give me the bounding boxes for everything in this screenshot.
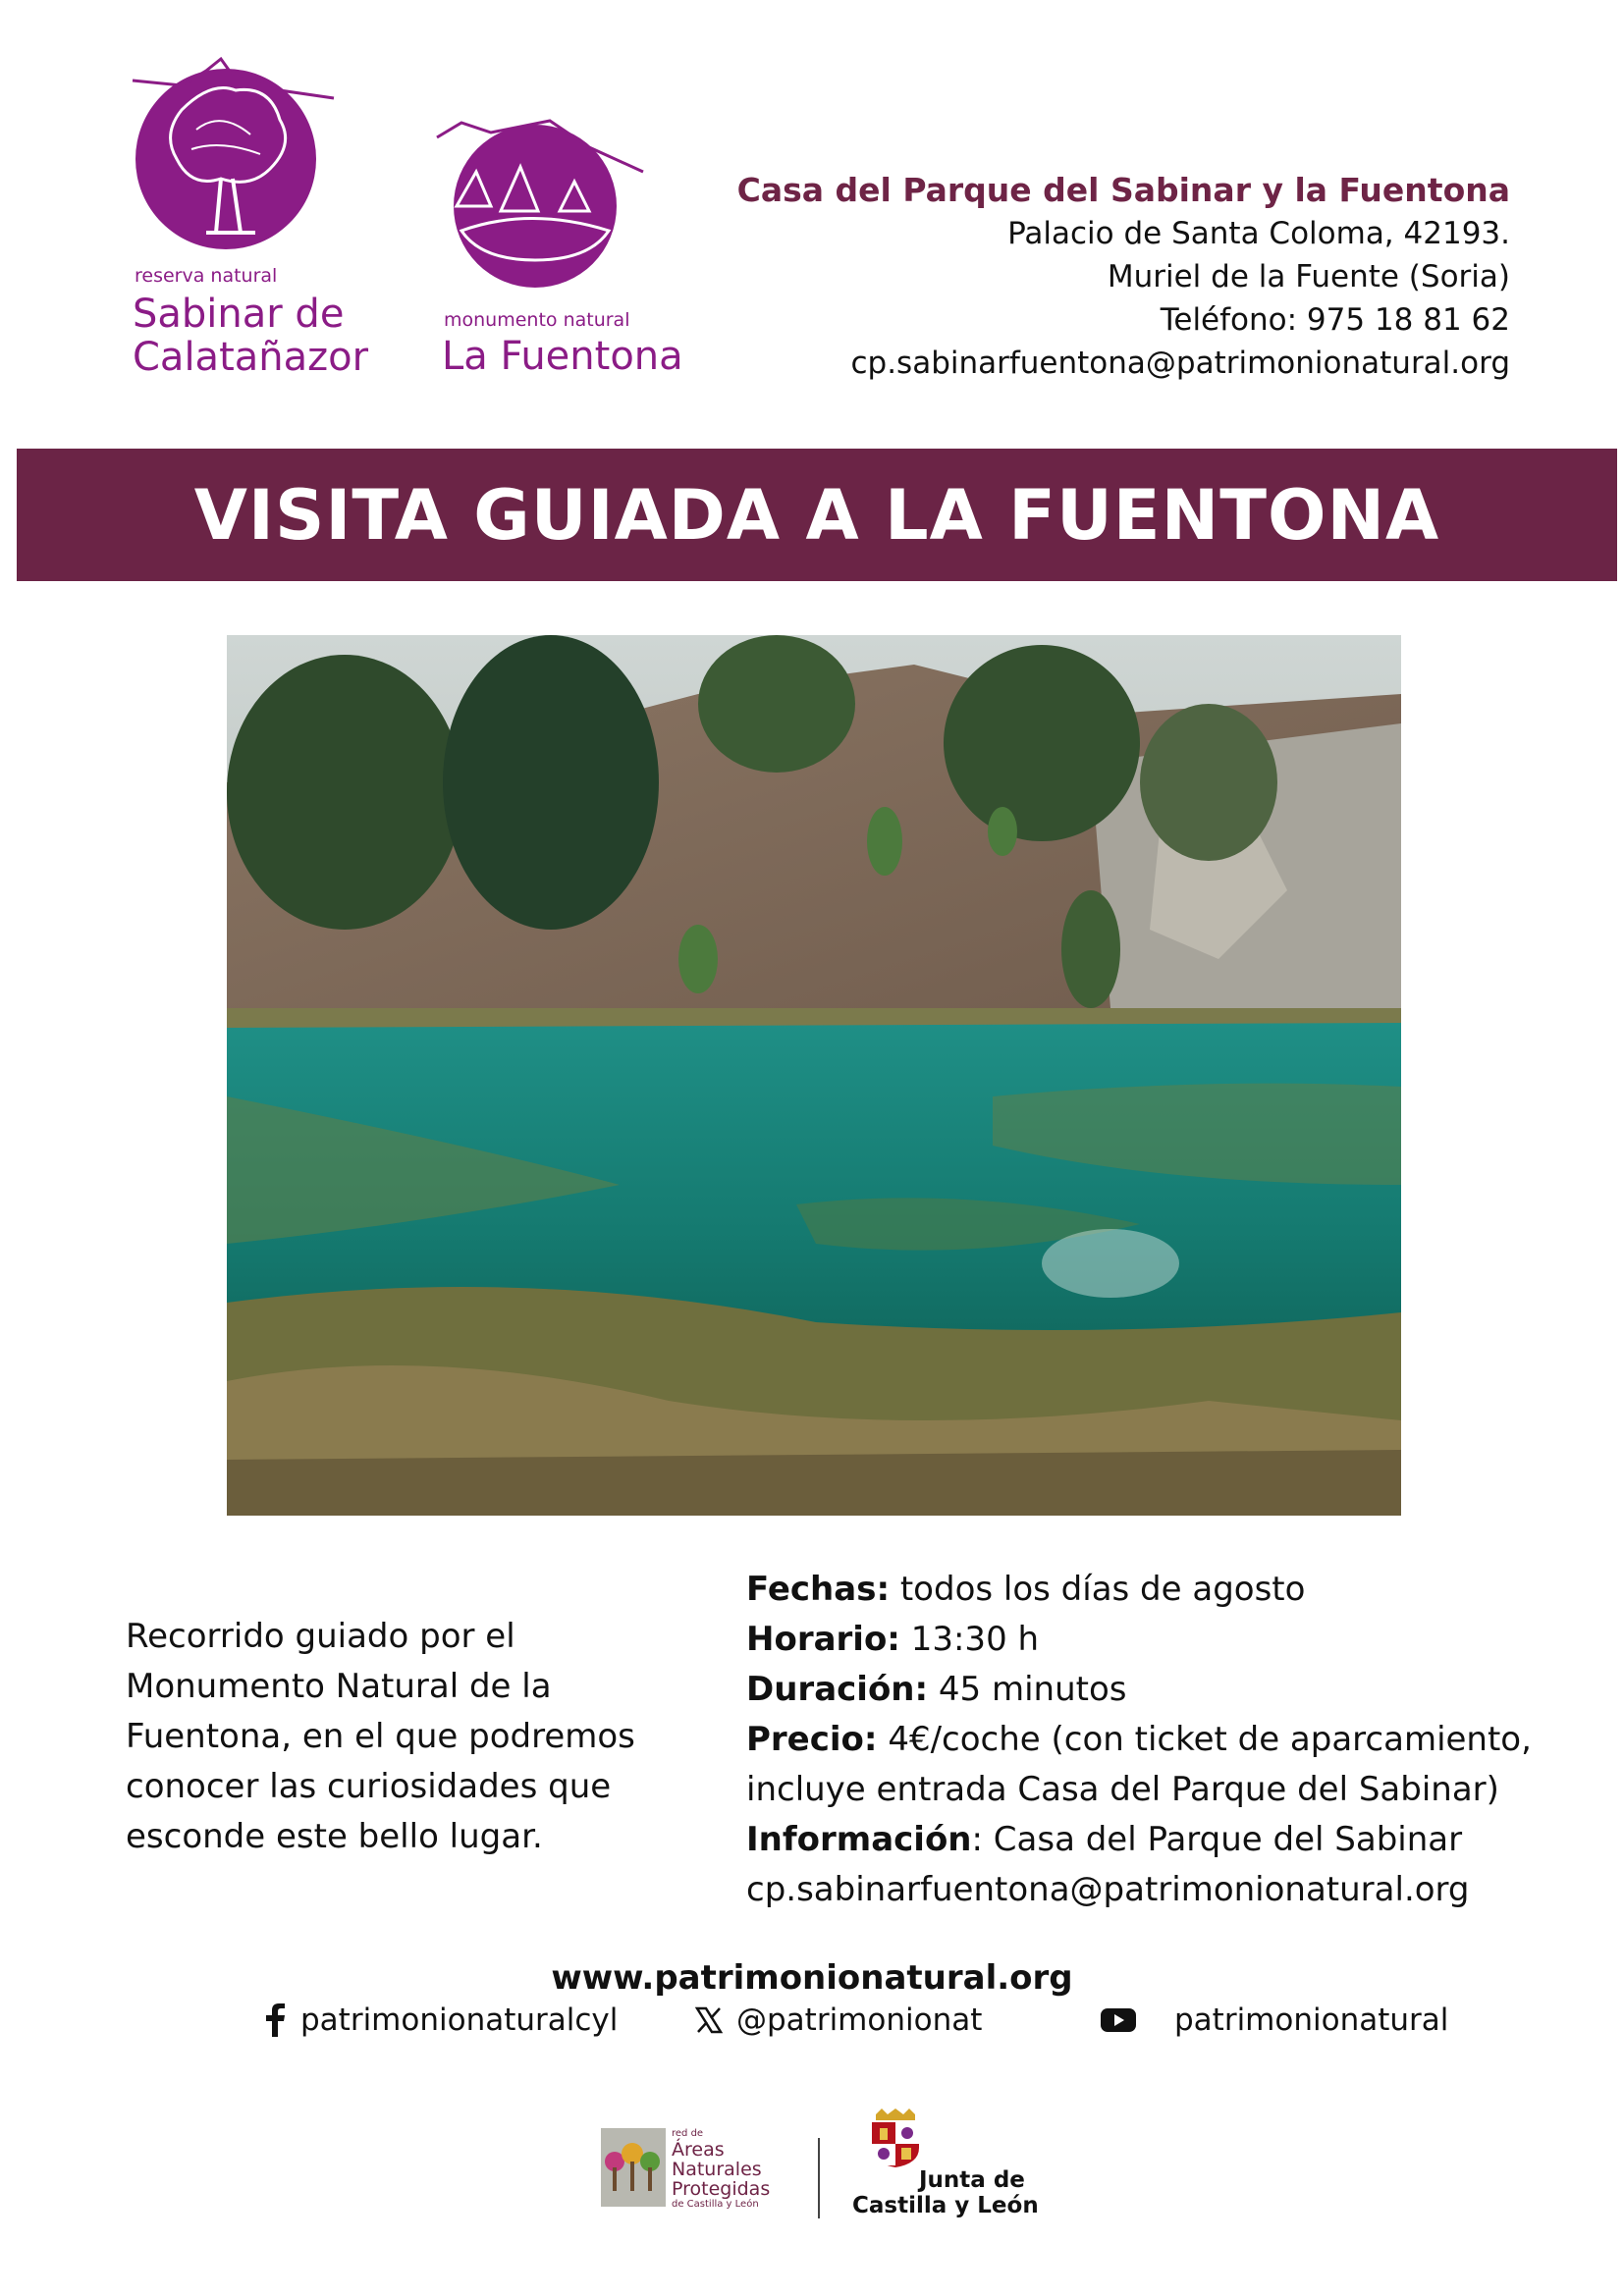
- sabinar-tree-icon: [123, 51, 378, 257]
- info-precio-value: 4€/coche (con ticket de aparcamiento,: [877, 1720, 1532, 1759]
- info-email[interactable]: cp.sabinarfuentona@patrimonionatural.org: [746, 1870, 1470, 1909]
- social-x[interactable]: [695, 2002, 982, 2038]
- junta-line1: Junta de: [919, 2167, 1025, 2193]
- logo-sabinar-line2: Calatañazor: [133, 335, 369, 380]
- areas-naturales-red-de: red de: [672, 2128, 704, 2139]
- page-title: VISITA GUIADA A LA FUENTONA: [193, 474, 1440, 556]
- areas-naturales-line4: de Castilla y León: [672, 2199, 759, 2210]
- info-duracion: [746, 1665, 1591, 1715]
- social-facebook[interactable]: [263, 2002, 618, 2038]
- areas-naturales-line3: Protegidas: [672, 2178, 771, 2200]
- info-informacion-value: : Casa del Parque del Sabinar: [971, 1820, 1463, 1859]
- facebook-icon: [263, 2003, 287, 2037]
- activity-description: Recorrido guiado por el Monumento Natural de la Fuentona, en el que podremos conocer las curiosidades que esconde este bello lugar.: [126, 1617, 635, 1856]
- partner-divider: [818, 2138, 820, 2218]
- info-informacion-label: Información: [746, 1820, 972, 1859]
- areas-naturales-line1: Áreas: [672, 2139, 725, 2161]
- contact-address2: Muriel de la Fuente (Soria): [1107, 259, 1510, 294]
- info-horario-label: Horario:: [746, 1620, 900, 1659]
- info-precio-line2: incluye entrada Casa del Parque del Sabinar): [746, 1770, 1499, 1809]
- info-duracion-value: 45 minutos: [928, 1670, 1127, 1709]
- lake-photo-image: [227, 635, 1401, 1516]
- fuentona-landscape-icon: [432, 113, 658, 299]
- areas-naturales-icon: [601, 2128, 666, 2207]
- activity-info: [746, 1565, 1591, 1915]
- x-logo-icon: [695, 2006, 723, 2034]
- info-horario-value: 13:30 h: [899, 1620, 1040, 1659]
- lake-photo: [227, 635, 1401, 1516]
- logo-sabinar-line1: Sabinar de: [133, 292, 345, 337]
- info-informacion: [746, 1815, 1591, 1865]
- info-horario: [746, 1615, 1591, 1665]
- info-fechas-value: todos los días de agosto: [890, 1570, 1306, 1609]
- logo-junta-castilla-leon: [852, 2109, 1049, 2226]
- info-duracion-label: Duración:: [746, 1670, 929, 1709]
- youtube-handle: patrimonionatural: [1174, 2002, 1449, 2038]
- contact-org: Casa del Parque del Sabinar y la Fuentona: [736, 171, 1510, 209]
- social-youtube[interactable]: [1100, 2002, 1448, 2038]
- logo-sabinar-small: reserva natural: [135, 265, 278, 287]
- contact-phone: Teléfono: 975 18 81 62: [1160, 302, 1510, 338]
- junta-line2: Castilla y León: [852, 2193, 1039, 2218]
- contact-address1: Palacio de Santa Coloma, 42193.: [1007, 216, 1510, 251]
- logo-fuentona-small: monumento natural: [444, 309, 630, 331]
- logo-la-fuentona: [432, 113, 687, 407]
- website-link[interactable]: www.patrimonionatural.org: [551, 1958, 1073, 1998]
- title-banner: [17, 449, 1617, 581]
- junta-text: [852, 2167, 1039, 2218]
- areas-naturales-line2: Naturales: [672, 2159, 762, 2180]
- contact-email[interactable]: cp.sabinarfuentona@patrimonionatural.org: [850, 346, 1510, 381]
- logo-red-areas-naturales: [601, 2128, 797, 2226]
- contact-block: [737, 169, 1510, 385]
- x-handle: @patrimonionat: [736, 2002, 983, 2038]
- logo-fuentona-line1: La Fuentona: [442, 334, 683, 379]
- info-fechas: [746, 1565, 1591, 1615]
- coat-of-arms-icon: [866, 2109, 925, 2167]
- areas-naturales-text: [672, 2128, 770, 2211]
- youtube-icon: [1100, 2006, 1137, 2034]
- logo-sabinar-calatanazor: [123, 51, 378, 414]
- info-fechas-label: Fechas:: [746, 1570, 891, 1609]
- info-precio-label: Precio:: [746, 1720, 878, 1759]
- info-precio: [746, 1715, 1591, 1765]
- facebook-handle: patrimonionaturalcyl: [300, 2002, 619, 2038]
